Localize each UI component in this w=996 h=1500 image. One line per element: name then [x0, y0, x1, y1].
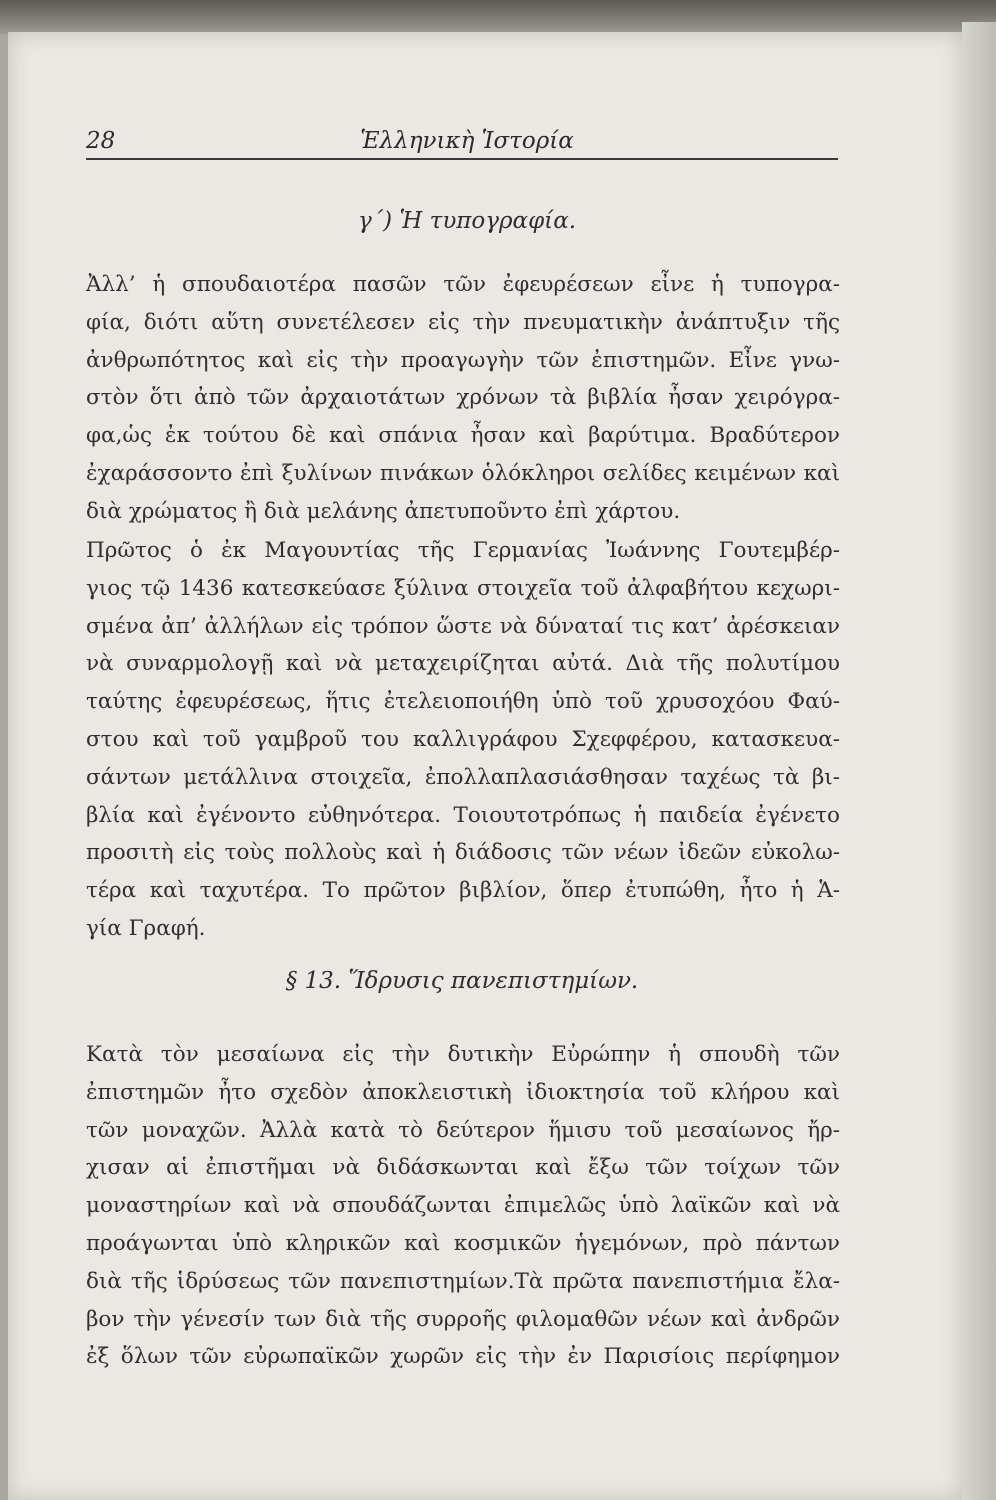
section-heading-typography: γ΄) Ἡ τυπογραφία.	[357, 208, 577, 234]
text-line: ἐπιστημῶν ἦτο σχεδὸν ἀποκλειστικὴ ἰδιοκτησία τοῦ κλήρου καὶ	[86, 1079, 840, 1105]
text-line: γιος τῷ 1436 κατεσκεύασε ξύλινα στοιχεῖα τοῦ ἀλφαβήτου κεχωρι-	[86, 575, 840, 601]
text-line: προάγωνται ὑπὸ κληρικῶν καὶ κοσμικῶν ἡγεμόνων, πρὸ πάντων	[86, 1230, 840, 1256]
scan-top-band	[0, 0, 996, 34]
text-line: διὰ τῆς ἱδρύσεως τῶν πανεπιστημίων.Τὰ πρῶτα πανεπιστήμια ἔλα-	[86, 1268, 840, 1294]
text-line: φία, διότι αὕτη συνετέλεσεν εἰς τὴν πνευματικὴν ἀνάπτυξιν τῆς	[86, 309, 840, 335]
text-line: ἐξ ὅλων τῶν εὐρωπαϊκῶν χωρῶν εἰς τὴν ἐν Παρισίοις περίφημον	[86, 1344, 840, 1370]
text-line: μοναστηρίων καὶ νὰ σπουδάζωνται ἐπιμελῶς ὑπὸ λαϊκῶν καὶ νὰ	[86, 1193, 840, 1219]
text-line: βλία καὶ ἐγένοντο εὐθηνότερα. Τοιουτοτρόπως ἡ παιδεία ἐγένετο	[86, 802, 840, 828]
text-line: σμένα ἀπ’ ἀλλήλων εἰς τρόπον ὥστε νὰ δύναταί τις κατ’ ἀρέσκειαν	[86, 613, 840, 639]
text-line: φα,ὡς ἐκ τούτου δὲ καὶ σπάνια ἦσαν καὶ βαρύτιμα. Βραδύτερον	[86, 423, 840, 449]
running-title: Ἑλληνικὴ Ἱστορία	[360, 128, 574, 154]
paragraph	[86, 1036, 840, 1376]
text-line: τέρα καὶ ταχυτέρα. Το πρῶτον βιβλίον, ὅπερ ἐτυπώθη, ἦτο ἡ Ἁ-	[86, 878, 840, 904]
paragraph	[86, 532, 840, 948]
text-line: νὰ συναρμολογῇ καὶ νὰ μεταχειρίζηται αὐτά. Διὰ τῆς πολυτίμου	[86, 651, 840, 677]
adjacent-page-edge	[962, 22, 996, 1500]
page-header	[86, 128, 838, 162]
text-line: ἐχαράσσοντο ἐπὶ ξυλίνων πινάκων ὁλόκληροι σελίδες κειμένων καὶ	[86, 460, 840, 486]
text-line: χισαν αἱ ἐπιστῆμαι νὰ διδάσκωνται καὶ ἔξω τῶν τοίχων τῶν	[86, 1155, 840, 1181]
text-line: προσιτὴ εἰς τοὺς πολλοὺς καὶ ἡ διάδοσις τῶν νέων ἰδεῶν εὐκολω-	[86, 840, 840, 866]
page-number: 28	[86, 128, 116, 154]
text-line: τῶν μοναχῶν. Ἀλλὰ κατὰ τὸ δεύτερον ἥμισυ τοῦ μεσαίωνος ἤρ-	[86, 1117, 840, 1143]
text-line: βον τὴν γένεσίν των διὰ τῆς συρροῆς φιλομαθῶν νέων καὶ ἀνδρῶν	[86, 1306, 840, 1332]
text-line: Κατὰ τὸν μεσαίωνα εἰς τὴν δυτικὴν Εὐρώπην ἡ σπουδὴ τῶν	[86, 1042, 840, 1067]
text-line: ταύτης ἐφευρέσεως, ἥτις ἐτελειοποιήθη ὑπὸ τοῦ χρυσοχόου Φαύ-	[86, 689, 840, 715]
text-line: Ἀλλ’ ἡ σπουδαιοτέρα πασῶν τῶν ἐφευρέσεων εἶνε ἡ τυπογρα-	[86, 272, 840, 297]
text-line: γία Γραφή.	[86, 915, 206, 941]
paragraph	[86, 266, 840, 531]
text-line: διὰ χρώματος ἢ διὰ μελάνης ἀπετυποῦντο ἐπὶ χάρτου.	[86, 498, 681, 524]
section-heading-universities: § 13. Ἵδρυσις πανεπιστημίων.	[285, 968, 639, 994]
text-line: Πρῶτος ὁ ἐκ Μαγουντίας τῆς Γερμανίας Ἰωάννης Γουτεμβέρ-	[86, 538, 840, 563]
text-line: σάντων μετάλλινα στοιχεῖα, ἐπολλαπλασιάσθησαν ταχέως τὰ βι-	[86, 764, 840, 790]
text-line: ἀνθρωπότητος καὶ εἰς τὴν προαγωγὴν τῶν ἐπιστημῶν. Εἶνε γνω-	[86, 347, 840, 373]
header-rule	[86, 158, 838, 160]
text-line: στου καὶ τοῦ γαμβροῦ του καλλιγράφου Σχεφφέρου, κατασκευα-	[86, 726, 840, 752]
text-line: στὸν ὅτι ἀπὸ τῶν ἀρχαιοτάτων χρόνων τὰ βιβλία ἦσαν χειρόγρα-	[86, 385, 840, 411]
